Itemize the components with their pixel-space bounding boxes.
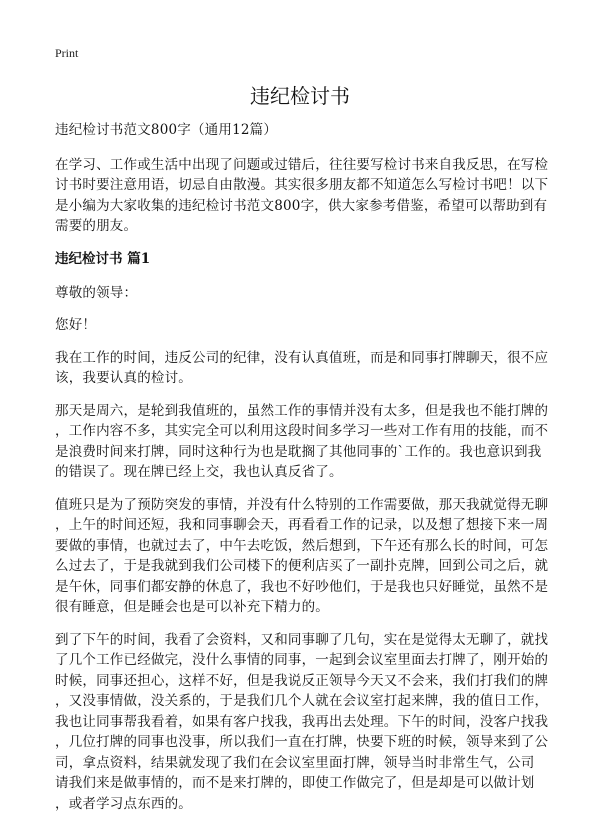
- text-line: 该，我要认真的检讨。: [55, 370, 192, 386]
- text-line: ，上午的时间还短，我和同事聊会天，再看看工作的记录，以及想了想接下来一周: [55, 517, 549, 533]
- text-line: 尊敬的领导：: [55, 284, 138, 301]
- text-line: 要做的事情，也就过去了，中午去吃饭，然后想到，下午还有那么长的时间，可怎: [55, 537, 549, 554]
- text-line: 您好！: [55, 317, 97, 333]
- greeting: [55, 315, 545, 336]
- intro-paragraph: [55, 155, 549, 237]
- text-line: 那天是周六，是轮到我值班的，虽然工作的事情并没有太多，但是我也不能打牌的: [55, 402, 549, 419]
- document-title: 违纪检讨书: [250, 84, 350, 108]
- text-line: 是午休，同事们都安静的休息了，我也不好吵他们，于是我也只好睡觉，虽然不是: [55, 578, 549, 595]
- text-line: 时候，同事还担心，这样不好，但是我说反正领导今天又不会来，我们打我们的牌: [55, 672, 549, 689]
- section-heading: 违纪检讨书 篇1: [55, 250, 151, 267]
- text-line: 很有睡意，但是睡会也是可以补充下精力的。: [55, 599, 329, 615]
- body-paragraph: [55, 630, 549, 815]
- body-paragraph: [55, 348, 549, 389]
- text-line: 讨书时要注意用语，切忌自由散漫。其实很多朋友都不知道怎么写检讨书吧！以下: [55, 177, 549, 193]
- text-line: 么过去了，于是我就到我们公司楼下的便利店买了一副扑克牌，回到公司之后，就: [55, 558, 549, 574]
- text-line: 值班只是为了预防突发的事情，并没有什么特别的工作需要做，那天我就觉得无聊: [55, 496, 549, 513]
- text-line: 是小编为大家收集的违纪检讨书范文800字，供大家参考借鉴，希望可以帮助到有: [55, 197, 548, 214]
- text-line: 是浪费时间来打牌，同时这种行为也是耽搁了其他同事的`工作的。我也意识到我: [55, 443, 542, 460]
- text-line: ，工作内容不多，其实完全可以利用这段时间多学习一些对工作有用的技能，而不: [55, 423, 549, 439]
- document-subtitle: 违纪检讨书范文800字（通用12篇）: [55, 122, 278, 138]
- text-line: 司，拿点资料，结果就发现了我们在会议室里面打牌，领导当时非常生气，公司: [55, 754, 535, 771]
- document-body: [55, 120, 549, 826]
- text-line: 了几个工作已经做完，没什么事情的同事，一起到会议室里面去打牌了，刚开始的: [55, 652, 549, 668]
- text-line: ，又没事情做，没关系的，于是我们几个人就在会议室打起来牌，我的值日工作，: [55, 693, 549, 709]
- text-line: 我在工作的时间，违反公司的纪律，没有认真值班，而是和同事打牌聊天，很不应: [55, 349, 549, 366]
- text-line: 我也让同事帮我看着，如果有客户找我，我再出去处理。下午的时间，没客户找我: [55, 713, 549, 730]
- salutation: [55, 283, 545, 304]
- body-paragraph: [55, 401, 549, 483]
- text-line: 在学习、工作或生活中出现了问题或过错后，往往要写检讨书来自我反思，在写检: [55, 156, 549, 173]
- text-line: 需要的朋友。: [55, 218, 138, 234]
- body-paragraph: [55, 495, 549, 618]
- text-line: ，或者学习点东西的。: [55, 795, 192, 812]
- text-line: 请我们来是做事情的，而不是来打牌的，即使工作做完了，但是却是可以做计划: [55, 775, 535, 791]
- print-link[interactable]: Print: [55, 46, 79, 60]
- text-line: 到了下午的时间，我看了会资料，又和同事聊了几句，实在是觉得太无聊了，就找: [55, 631, 549, 648]
- text-line: ，几位打牌的同事也没事，所以我们一直在打牌，快要下班的时候，领导来到了公: [55, 734, 549, 750]
- text-line: 的错误了。现在牌已经上交，我也认真反省了。: [55, 464, 343, 480]
